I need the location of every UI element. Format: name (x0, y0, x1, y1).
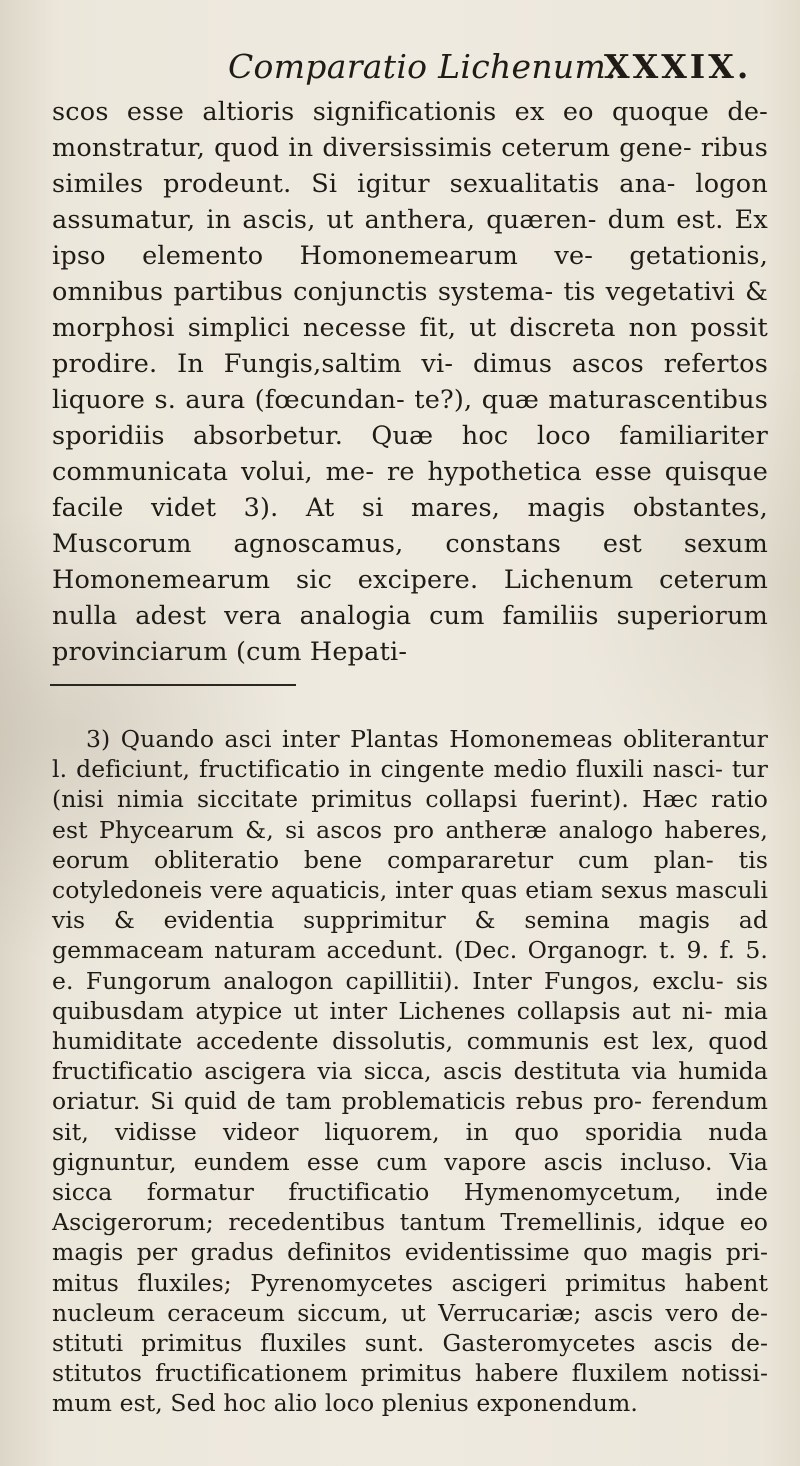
footnote (52, 724, 768, 1419)
footnote-text: Quando asci inter Plantas Homonemeas obliterantur l. deficiunt, fructificatio in cingente medio fluxili nasci- tur (nisi nimia siccitate primitus collapsi fuerint). Hæc ratio est Phycearum &, si ascos pro antheræ analogo haberes, eorum obliteratio bene compararetur cum plan- tis cotyledoneis vere aquaticis, inter quas etiam sexus masculi vis & evidentia supprimitur & semina magis ad gemmaceam naturam accedunt. (Dec. Organogr. t. 9. f. 5. e. Fungorum analogon capillitii). Inter Fungos, exclu- sis quibusdam atypice ut inter Lichenes collapsis aut ni- mia humiditate accedente dissolutis, communis est lex, quod fructificatio ascigera via sicca, ascis destituta via humida oriatur. Si quid de tam problematicis rebus pro- ferendum sit, vidisse videor liquorem, in quo sporidia nuda gignuntur, eundem esse cum vapore ascis incluso. Via sicca formatur fructificatio Hymenomycetum, inde Ascigerorum; recedentibus tantum Tremellinis, idque eo magis per gradus definitos evidentissime quo magis pri- mitus fluxiles; Pyrenomycetes ascigeri primitus habent nucleum ceraceum siccum, ut Verrucariæ; ascis vero de- stituti primitus fluxiles sunt. Gasteromycetes ascis de- stitutos fructificationem primitus habere fluxilem notissi- mum est, Sed hoc alio loco plenius exponendum. (52, 725, 768, 1418)
main-text-block: scos esse altioris significationis ex eo quoque de- monstratur, quod in diversissimis ceterum gene- ribus similes prodeunt. Si igitur sexualitatis ana- logon assumatur, in ascis, ut anthera, quæren- dum est. Ex ipso elemento Homonemearum ve- getationis, omnibus partibus conjunctis systema- tis vegetativi & morphosi simplici necesse fit, ut discreta non possit prodire. In Fungis,saltim vi- dimus ascos refertos liquore s. aura (fœcundan- te?), quæ maturascentibus sporidiis absorbetur. Quæ hoc loco familiariter communicata volui, me- re hypothetica esse quisque facile videt 3). At si mares, magis obstantes, Muscorum agnoscamus, constans est sexum Homonemearum sic excipere. Lichenum ceterum nulla adest vera analogia cum familiis superiorum provinciarum (cum Hepati- (52, 97, 768, 667)
footnote-separator-rule (50, 684, 296, 686)
footnote-marker: 3) (86, 725, 111, 753)
page-number: XXXIX. (604, 47, 752, 86)
running-header (228, 42, 768, 92)
running-title: Comparatio Lichenum. (228, 47, 617, 86)
